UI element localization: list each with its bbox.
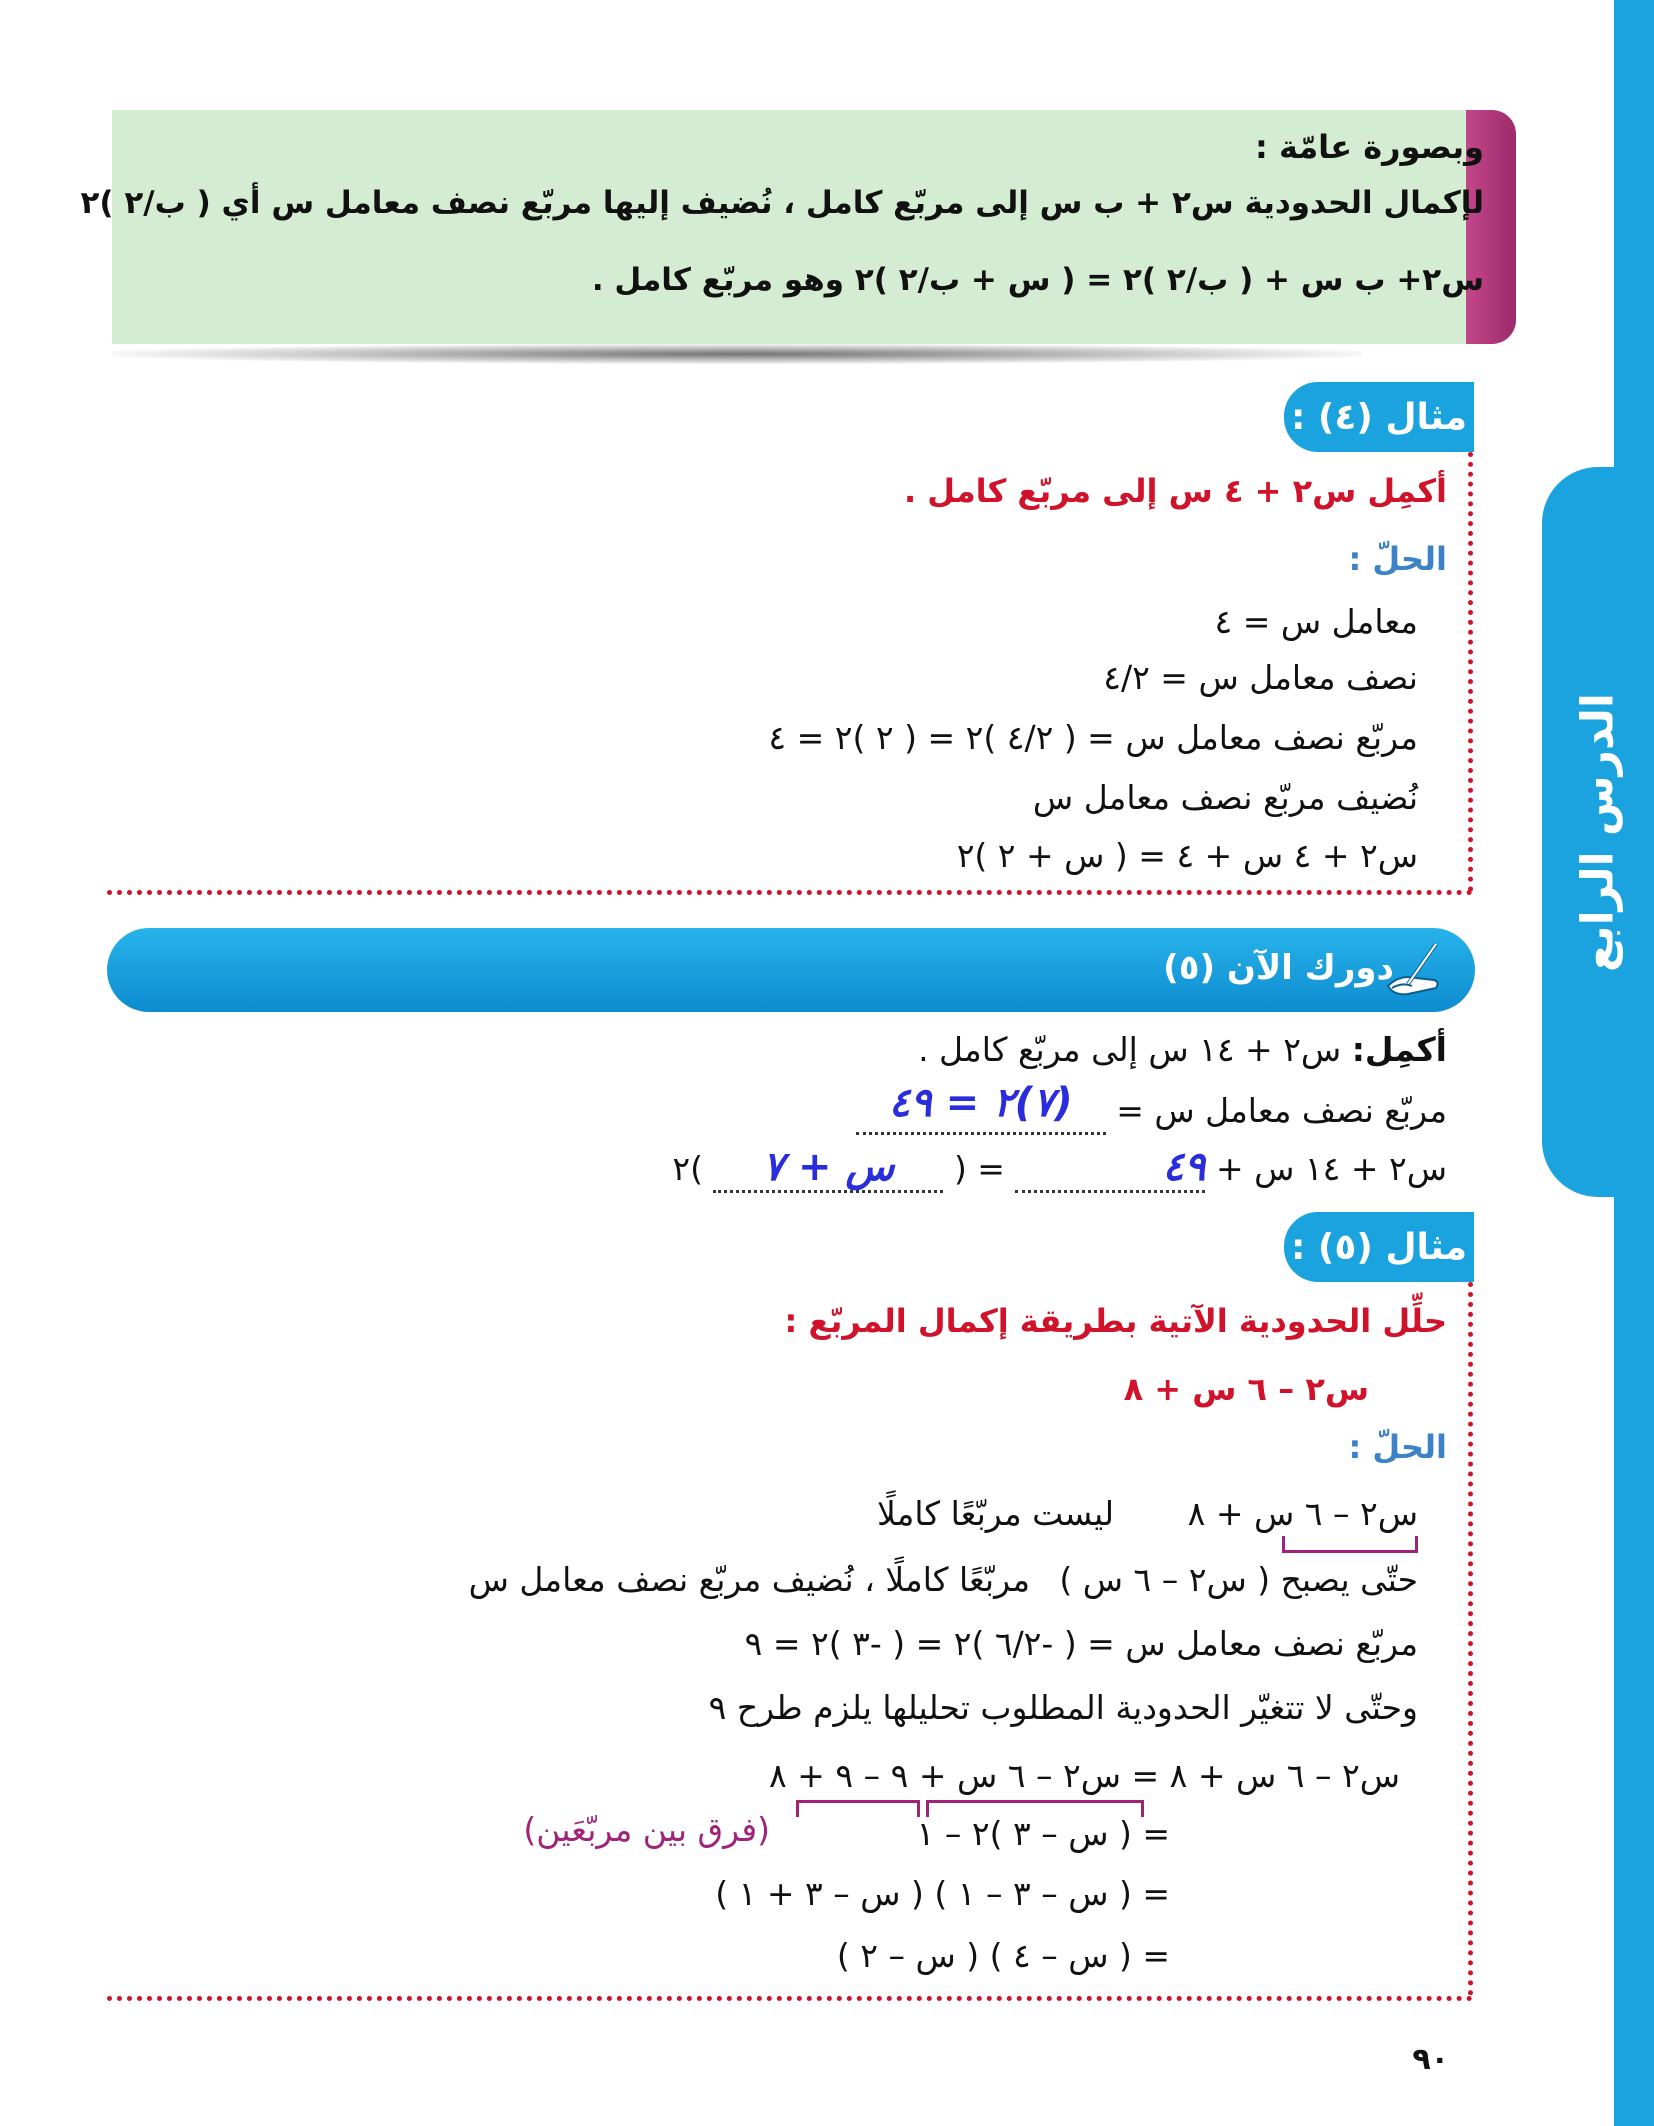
example-5-step-6: = ( س – ٣ )٢ – ١ — [916, 1814, 1170, 1853]
page-number: ٩٠ — [1412, 2042, 1449, 2077]
example-4-tab: مثال (٤) : — [1284, 382, 1474, 452]
your-turn-title: دورك الآن (٥) — [1163, 948, 1394, 988]
general-rule-shadow — [112, 344, 1362, 364]
turn-5-answer-2b-field[interactable] — [713, 1144, 943, 1193]
turn-5-prompt-rest: س٢ + ١٤ س إلى مربّع كامل . — [918, 1030, 1342, 1069]
lesson-title: الدرس الرابع — [1572, 692, 1624, 972]
example-5-step-2-note: مربّعًا كاملًا ، نُضيف مربّع نصف معامل س — [468, 1560, 1030, 1599]
bracket-marker-3 — [796, 1800, 920, 1817]
turn-5-line-2-end: )٢ — [672, 1149, 703, 1188]
turn-5-line-2 — [672, 1144, 1447, 1193]
turn-5-answer-1-field[interactable] — [856, 1080, 1106, 1135]
example-5-note-difference: (فرق بين مربّعَين) — [523, 1810, 770, 1849]
example-4-step-5: س٢ + ٤ س + ٤ = ( س + ٢ )٢ — [956, 836, 1418, 875]
example-4-border-bottom — [107, 890, 1473, 895]
example-4-border-right — [1468, 452, 1473, 892]
example-4-question: أكمِل س٢ + ٤ س إلى مربّع كامل . — [903, 472, 1447, 510]
bracket-marker-1 — [1282, 1536, 1418, 1553]
example-4-step-1: معامل س = ٤ — [1214, 602, 1418, 641]
example-5-expression: س٢ – ٦ س + ٨ — [1123, 1370, 1369, 1408]
turn-5-prompt — [918, 1030, 1447, 1069]
turn-5-answer-2a-field[interactable] — [1015, 1144, 1205, 1193]
example-5-question: حلِّل الحدودية الآتية بطريقة إكمال المربّع : — [784, 1302, 1447, 1340]
turn-5-line-1 — [856, 1080, 1447, 1135]
example-4-step-4: نُضيف مربّع نصف معامل س — [1032, 778, 1418, 817]
example-4-solution-label: الحلّ : — [1348, 540, 1447, 578]
example-4-step-3: مربّع نصف معامل س = ( ٤/٢ )٢ = ( ٢ )٢ = ٤ — [768, 718, 1418, 757]
example-5-solution-label: الحلّ : — [1348, 1428, 1447, 1466]
example-5-step-2: حتّى يصبح ( س٢ – ٦ س ) — [1059, 1560, 1418, 1599]
example-5-border-right — [1468, 1282, 1473, 1996]
example-5-step-1: س٢ – ٦ س + ٨ — [1187, 1494, 1418, 1533]
turn-5-prompt-bold: أكمِل: — [1351, 1030, 1447, 1069]
general-line-2: س٢+ ب س + ( ب/٢ )٢ = ( س + ب/٢ )٢ وهو مربّع كامل . — [591, 262, 1484, 298]
example-5-step-4: وحتّى لا تتغيّر الحدودية المطلوب تحليلها يلزم طرح ٩ — [708, 1688, 1418, 1727]
example-4-step-2: نصف معامل س = ٤/٢ — [1103, 658, 1418, 697]
example-5-step-3: مربّع نصف معامل س = ( -٦/٢ )٢ = ( -٣ )٢ = ٩ — [744, 1624, 1418, 1663]
example-5-step-5: س٢ – ٦ س + ٨ = س٢ – ٦ س + ٩ – ٩ + ٨ — [769, 1756, 1400, 1795]
general-heading: وبصورة عامّة : — [1255, 128, 1484, 166]
turn-5-line-2-mid: = ( — [953, 1149, 1005, 1188]
turn-5-line-1-label: مربّع نصف معامل س = — [1116, 1091, 1447, 1130]
example-5-border-bottom — [107, 1996, 1473, 2001]
example-5-step-8: = ( س – ٤ ) ( س – ٢ ) — [836, 1936, 1170, 1975]
turn-5-answer-2a: ٤٩ — [1162, 1144, 1206, 1190]
turn-5-line-2-label: س٢ + ١٤ س + — [1215, 1149, 1447, 1188]
example-5-tab: مثال (٥) : — [1284, 1212, 1474, 1282]
general-line-1: لإكمال الحدودية س٢ + ب س إلى مربّع كامل ، نُضيف إليها مربّع نصف معامل س أي ( ب/٢ )٢ — [80, 185, 1484, 221]
turn-5-answer-2b: س + ٧ — [762, 1144, 895, 1190]
turn-5-answer-1: (٧)٢ = ٤٩ — [888, 1080, 1073, 1126]
example-5-step-1-note: ليست مربّعًا كاملًا — [876, 1494, 1114, 1533]
example-5-step-7: = ( س – ٣ – ١ ) ( س – ٣ + ١ ) — [715, 1874, 1170, 1913]
